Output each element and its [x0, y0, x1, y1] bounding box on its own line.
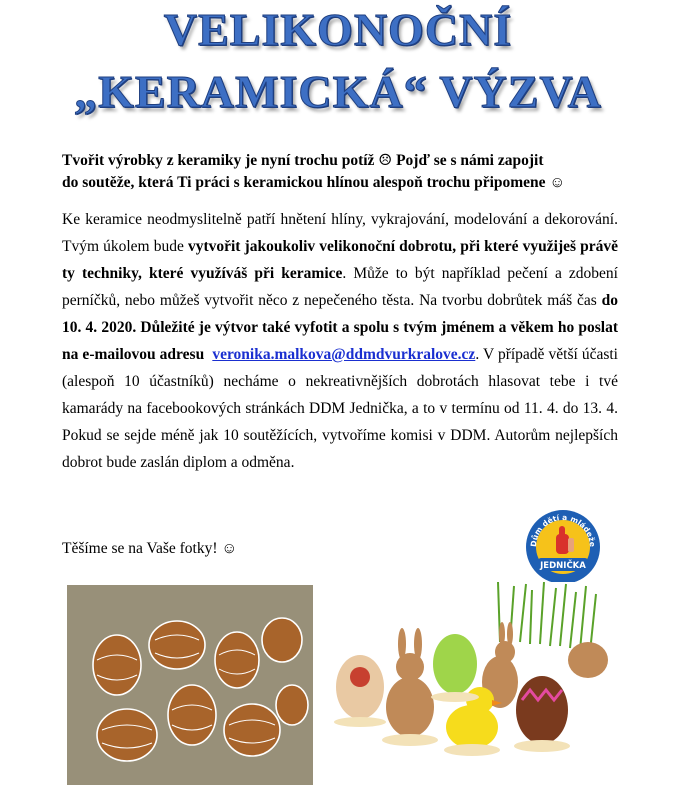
body-bold-1: vytvořit jakoukoliv velikonoční dobrotu, při které využiješ právě ty techniky, které využíváš při keramice: [62, 238, 619, 282]
logo-name: JEDNIČKA: [540, 561, 586, 571]
intro-line-1: Tvořit výrobky z keramiky je nyní trochu potíž ☹ Pojď se s námi zapojit: [62, 152, 544, 169]
body-part-2: . Může to být například pečení a zdobení perníčků, nebo můžeš vytvořit něco z nepečeného těsta. Na tvorbu dobrůtek máš čas: [62, 265, 618, 309]
gingerbread-cookies-icon: [67, 585, 313, 785]
title-line-1: VELIKONOČNÍ: [163, 4, 513, 55]
logo-arc-text: Dům dětí a mládeže: [528, 512, 598, 548]
intro-text: [62, 150, 622, 194]
body-part-1: Ke keramice neodmyslitelně patří hnětení hlíny, vykrajování, modelování a dekorování. Tvým úkolem bude: [62, 211, 618, 255]
intro-line-2: do soutěže, která Ti práci s keramickou hlínou alespoň trochu připomene ☺: [62, 174, 566, 191]
easter-eggs-bunnies-icon: [330, 582, 620, 762]
body-bold-2: do 10. 4. 2020. Důležité je výtvor také vyfotit a spolu s tvým jménem a věkem ho poslat na e-mailovou adresu: [62, 292, 618, 363]
email-link[interactable]: veronika.malkova@ddmdvurkralove.cz: [212, 346, 476, 363]
body-part-3: . V případě větší účasti (alespoň 10 účastníků) necháme o nekreativnějších dobrotách hlasovat tebe i tvé kamarády na facebookových stránkách DDM Jednička, a to v termínu od 11. 4. do 13. 4. Pokud se sejde méně jak 10 soutěžících, vytvoříme komisi v DDM. Autorům nejlepších dobrot bude zaslán diplom a odměna.: [62, 346, 618, 471]
ddm-logo: [524, 508, 602, 586]
title-line-2: „KERAMICKÁ“ VÝZVA: [74, 66, 602, 117]
closing-text: Těšíme se na Vaše fotky! ☺: [62, 540, 238, 557]
body-text: [62, 206, 618, 476]
